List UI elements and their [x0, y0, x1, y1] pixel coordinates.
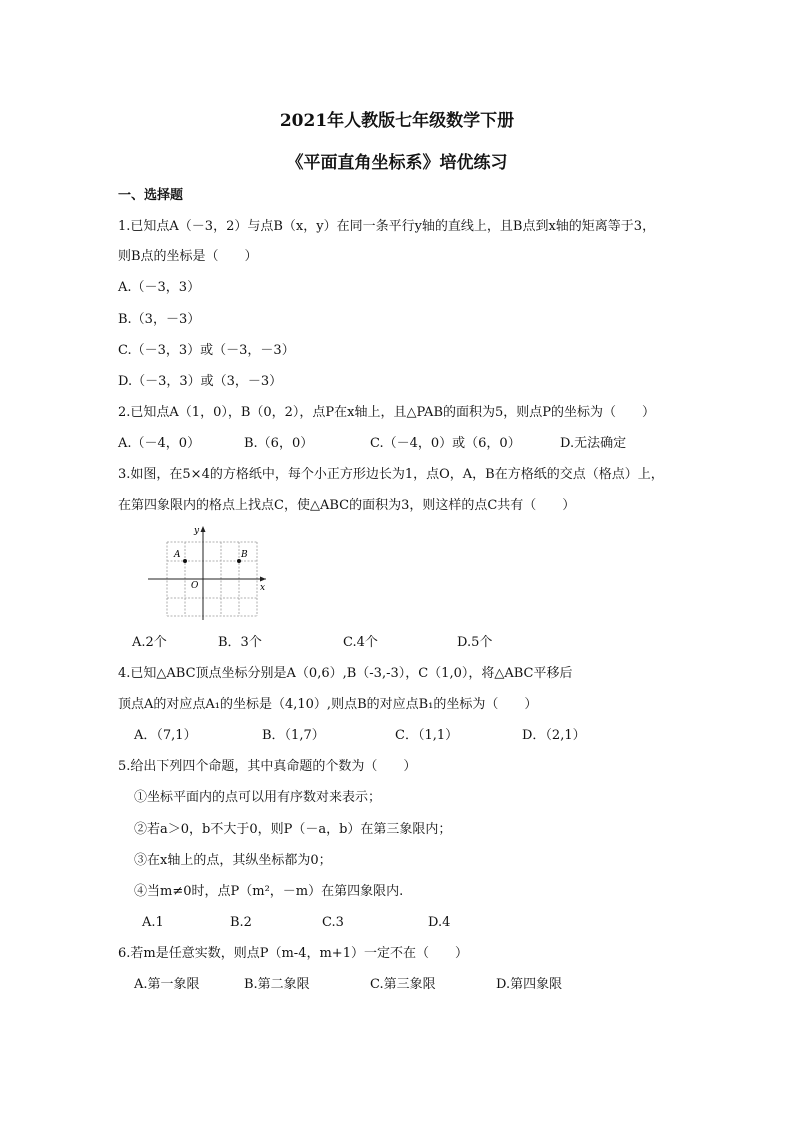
label-b: B — [241, 550, 248, 560]
q2-option-b: B.（6，0） — [244, 436, 314, 451]
q3-stem-line1: 3.如图，在5×4的方格纸中，每个小正方形边长为1，点O，A，B在方格纸的交点（格点）上， — [118, 467, 664, 482]
q3-option-c: C.4个 — [343, 635, 378, 650]
q1-option-d: D.（－3，3）或（3，－3） — [118, 374, 283, 389]
q1-stem-line2: 则B点的坐标是（ ） — [118, 249, 258, 264]
document-title: 2021年人教版七年级数学下册 — [279, 111, 515, 131]
point-a — [183, 559, 187, 563]
q4-option-b: B．（1,7） — [262, 728, 325, 743]
q1-option-c: C.（－3，3）或（－3，－3） — [118, 343, 295, 358]
label-x: x — [260, 583, 266, 593]
q5-statement-1: ①坐标平面内的点可以用有序数对来表示； — [134, 790, 382, 805]
q6-option-b: B.第二象限 — [244, 977, 310, 992]
q2-option-c: C.（－4，0）或（6，0） — [370, 436, 521, 451]
q6-stem: 6.若m是任意实数，则点P（m-4，m+1）一定不在（ ） — [118, 946, 468, 961]
q4-stem-line2: 顶点A的对应点A₁的坐标是（4,10）,则点B的对应点B₁的坐标为（ ） — [118, 697, 538, 712]
label-y: y — [194, 526, 200, 536]
q2-option-a: A.（－4，0） — [118, 436, 201, 451]
y-axis-arrow — [201, 526, 206, 532]
q2-stem: 2.已知点A（1，0），B（0，2），点P在x轴上，且△PAB的面积为5，则点P的坐标为（ ） — [118, 405, 656, 420]
q5-option-d: D.4 — [428, 915, 451, 930]
q5-stem: 5.给出下列四个命题，其中真命题的个数为（ ） — [118, 759, 417, 774]
q3-grid-figure — [140, 522, 270, 622]
q4-option-c: C．（1,1） — [395, 728, 459, 743]
q3-stem-line2: 在第四象限内的格点上找点C，使△ABC的面积为3，则这样的点C共有（ ） — [118, 498, 576, 513]
section-heading: 一、选择题 — [118, 188, 184, 203]
q3-option-b: B．3个 — [218, 635, 262, 650]
q5-option-b: B.2 — [230, 915, 252, 930]
q4-option-a: A．（7,1） — [134, 728, 197, 743]
q5-statement-4: ④当m≠0时，点P（m²，－m）在第四象限内. — [134, 884, 404, 899]
q2-option-d: D.无法确定 — [560, 436, 627, 451]
q5-statement-3: ③在x轴上的点，其纵坐标都为0； — [134, 853, 332, 868]
q6-option-a: A.第一象限 — [134, 977, 200, 992]
q3-option-d: D.5个 — [457, 635, 493, 650]
q6-option-c: C.第三象限 — [370, 977, 436, 992]
q1-option-a: A.（－3，3） — [118, 280, 201, 295]
q4-stem-line1: 4.已知△ABC顶点坐标分别是A（0,6）,B（-3,-3），C（1,0），将△ABC平移后 — [118, 666, 573, 681]
q1-stem-line1: 1.已知点A（－3，2）与点B（x，y）在同一条平行y轴的直线上，且B点到x轴的矩离等于3， — [118, 219, 656, 234]
label-o: O — [191, 581, 199, 591]
q1-option-b: B.（3，－3） — [118, 312, 201, 327]
q4-option-d: D．（2,1） — [522, 728, 586, 743]
q3-option-a: A.2个 — [132, 635, 167, 650]
document-subtitle: 《平面直角坐标系》培优练习 — [286, 153, 508, 173]
q5-statement-2: ②若a＞0，b不大于0，则P（－a，b）在第三象限内； — [134, 822, 452, 837]
label-a: A — [174, 550, 181, 560]
x-axis-arrow — [260, 577, 266, 582]
q5-option-c: C.3 — [322, 915, 344, 930]
q6-option-d: D.第四象限 — [496, 977, 563, 992]
q5-option-a: A.1 — [142, 915, 164, 930]
